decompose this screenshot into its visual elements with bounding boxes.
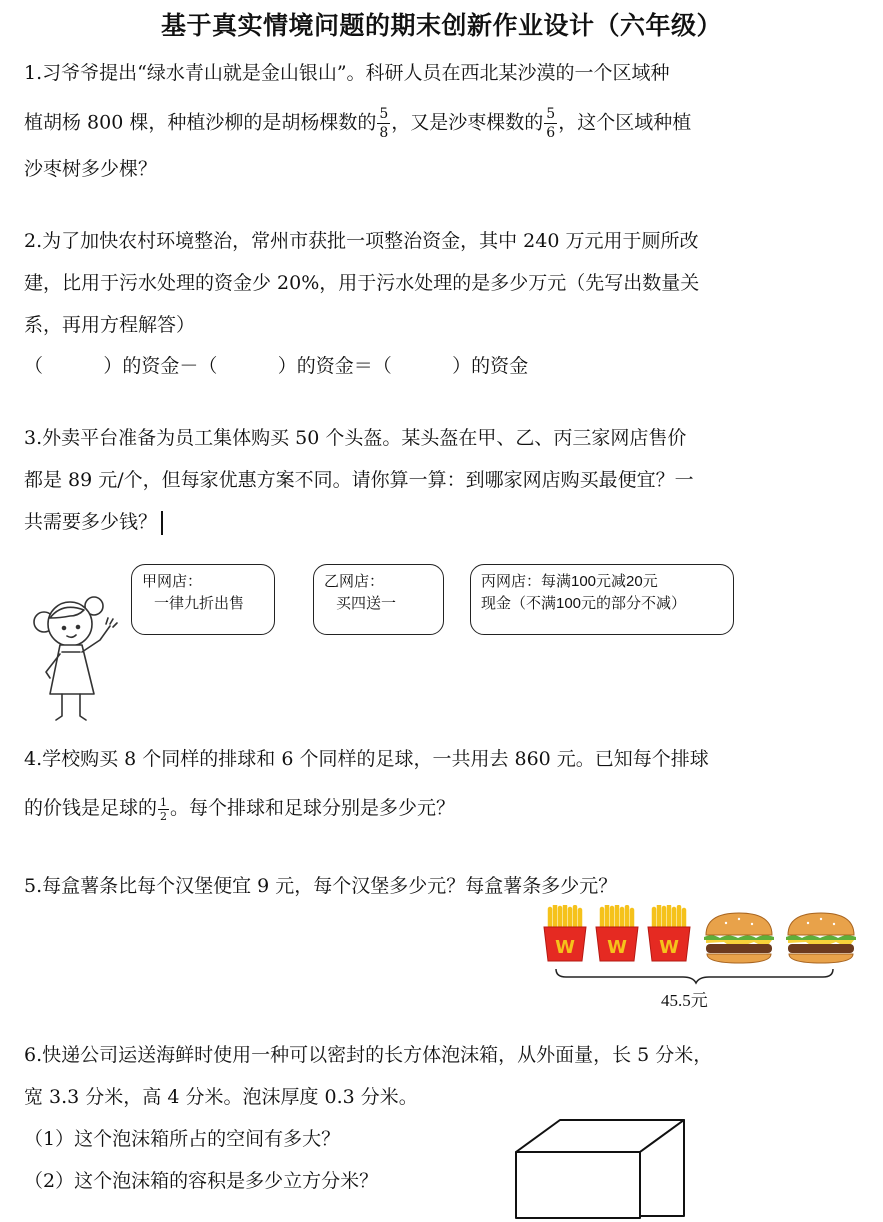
shop-b-discount: 买四送一 (336, 595, 397, 612)
q1-text-a: 植胡杨 800 棵，种植沙柳的是胡杨棵数的 (24, 111, 377, 134)
foam-box-icon (512, 1116, 688, 1220)
q4-line-2 (24, 795, 455, 822)
q3-line-1: 3.外卖平台准备为员工集体购买 50 个头盔。某头盔在甲、乙、丙三家网店售价 (24, 427, 687, 449)
q3-line-2: 都是 89 元/个，但每家优惠方案不同。请你算一算：到哪家网店购买最便宜？一 (24, 469, 694, 491)
q2-relation-blanks[interactable]: （ ）的资金－（ ）的资金＝（ ）的资金 (24, 355, 529, 377)
q3-line-3 (24, 509, 163, 535)
burger-icon (786, 913, 856, 963)
total-price-label: 45.5元 (661, 991, 708, 1010)
girl-waving-icon (22, 582, 132, 727)
shop-a-offer (131, 564, 275, 635)
q2-line-3: 系，再用方程解答） (24, 314, 196, 336)
page-title: 基于真实情境问题的期末创新作业设计（六年级） (160, 11, 722, 40)
svg-text:W: W (607, 937, 627, 958)
q6-sub-question-1: （1）这个泡沫箱所占的空间有多大？ (24, 1128, 341, 1150)
q4-fraction: $\frac{1}{2}$ (160, 795, 168, 823)
q1-fraction-1: $\frac{5}{8}$ (379, 106, 389, 141)
q4-text-b: 。每个排球和足球分别是多少元？ (170, 797, 456, 819)
total-brace (556, 969, 833, 983)
q1-line-2 (24, 107, 691, 140)
q6-line-1: 6.快递公司运送海鲜时使用一种可以密封的长方体泡沫箱，从外面量，长 5 分米， (24, 1044, 713, 1066)
shop-c-name: 丙网店：每满100元减20元 (481, 573, 658, 590)
fries-icon (648, 905, 690, 961)
q4-text-a: 的价钱是足球的 (24, 797, 158, 819)
q4-line-1: 4.学校购买 8 个同样的排球和 6 个同样的足球，一共用去 860 元。已知每个排球 (24, 748, 709, 770)
q6-sub-question-2: （2）这个泡沫箱的容积是多少立方分米？ (24, 1170, 379, 1192)
shop-b-name: 乙网店： (324, 573, 385, 590)
svg-text:W: W (659, 937, 679, 958)
shop-c-discount: 现金（不满100元的部分不减） (481, 595, 687, 612)
fries-icon (596, 905, 638, 961)
q2-line-2: 建，比用于污水处理的资金少 20%，用于污水处理的是多少万元（先写出数量关 (24, 272, 700, 294)
q1-line-3: 沙枣树多少棵？ (24, 158, 158, 180)
q1-text-c: ，这个区域种植 (558, 111, 692, 134)
burger-icon (704, 913, 774, 963)
q6-line-2: 宽 3.3 分米，高 4 分米。泡沫厚度 0.3 分米。 (24, 1086, 418, 1108)
shop-a-discount: 一律九折出售 (154, 595, 245, 612)
q1-line-1: 1.习爷爷提出“绿水青山就是金山银山”。科研人员在西北某沙漠的一个区域种 (24, 62, 670, 84)
shop-a-name: 甲网店： (142, 573, 203, 590)
fries-icon (544, 905, 586, 961)
q1-fraction-2: $\frac{5}{6}$ (546, 106, 556, 141)
shop-c-offer (470, 564, 734, 635)
fries-burger-group (538, 905, 863, 985)
text-cursor (161, 511, 163, 535)
q2-line-1: 2.为了加快农村环境整治，常州市获批一项整治资金，其中 240 万元用于厕所改 (24, 230, 699, 252)
svg-text:W: W (555, 937, 575, 958)
shop-b-offer (313, 564, 444, 635)
q3-text: 共需要多少钱？ (24, 511, 158, 533)
q5-line-1: 5.每盒薯条比每个汉堡便宜 9 元，每个汉堡多少元？每盒薯条多少元？ (24, 875, 618, 897)
q1-text-b: ，又是沙枣棵数的 (391, 111, 544, 134)
